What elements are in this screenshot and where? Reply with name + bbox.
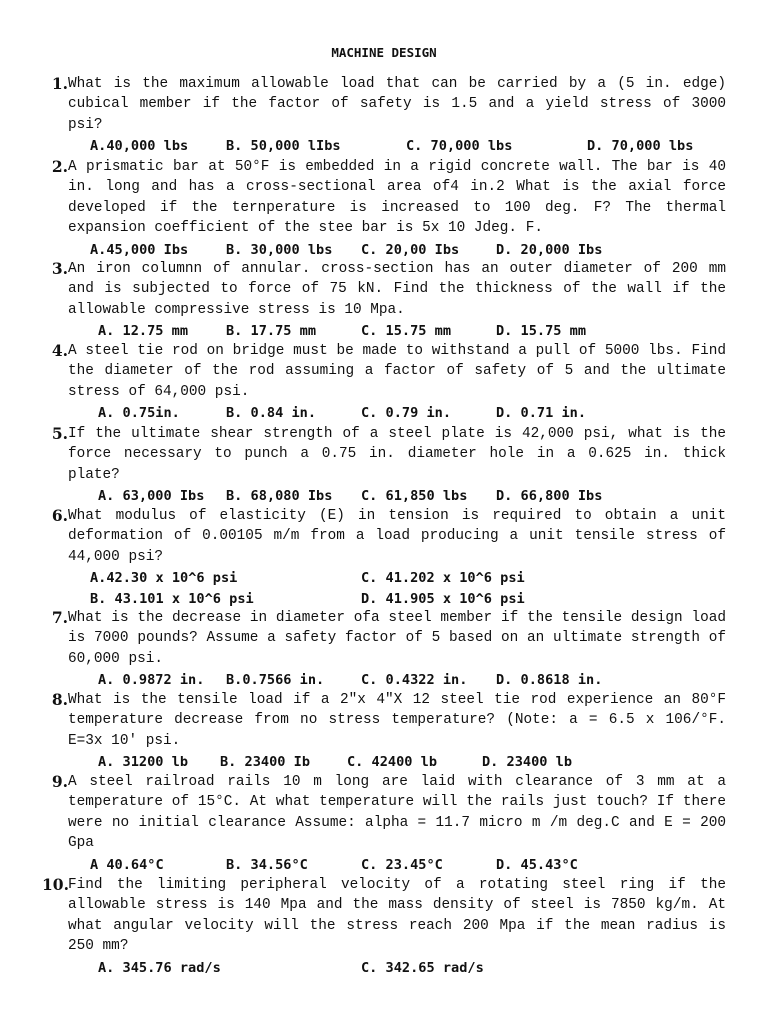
question-5 bbox=[42, 424, 726, 506]
question-number: 1. bbox=[51, 74, 68, 93]
choice-a: A. 0.75in. bbox=[98, 405, 180, 422]
question-text: An iron columnn of annular. cross-section has an outer diameter of 200 mm and is subjected to force of 75 kN. Find the thickness of the wall if the allowable compressive stress is 10 Mpa. bbox=[68, 261, 726, 318]
choice-c: C. 0.79 in. bbox=[361, 405, 452, 422]
question-1 bbox=[42, 74, 726, 156]
question-number: 8. bbox=[51, 690, 68, 709]
question-text: What modulus of elasticity (E) in tension is required to obtain a unit deformation of 0.00105 m/m from a load producing a unit tensile stress of 44,000 psi? bbox=[68, 508, 726, 565]
choice-b: B. 0.84 in. bbox=[226, 405, 317, 422]
question-text: Find the limiting peripheral velocity of a rotating steel ring if the allowable stress is 140 Mpa and the mass density of steel is 7850 kg/m. At what angular velocity will the stress reach 200 Mpa if the mean radius is 250 mm? bbox=[68, 877, 726, 955]
choice-d: D. 70,000 lbs bbox=[587, 138, 694, 155]
choice-c: C. 42400 lb bbox=[347, 754, 438, 771]
question-text: If the ultimate shear strength of a steel plate is 42,000 psi, what is the force necessary to punch a 0.75 in. diameter hole in a 0.625 in. thick plate? bbox=[68, 426, 726, 483]
choice-b: B. 50,000 lIbs bbox=[226, 138, 341, 155]
choice-b: B. 17.75 mm bbox=[226, 323, 317, 340]
answer-choices bbox=[42, 321, 726, 341]
choice-d: D. 0.71 in. bbox=[496, 405, 587, 422]
choice-d: D. 15.75 mm bbox=[496, 323, 587, 340]
question-number: 5. bbox=[51, 424, 68, 443]
answer-choices bbox=[42, 403, 726, 423]
answer-choices bbox=[42, 958, 726, 978]
choice-d: D. 45.43°C bbox=[496, 856, 578, 873]
choice-a: A. 63,000 Ibs bbox=[98, 488, 205, 505]
question-number: 10. bbox=[42, 875, 69, 894]
question-4 bbox=[42, 341, 726, 423]
choice-c: C. 70,000 lbs bbox=[406, 138, 513, 155]
question-text: A prismatic bar at 50°F is embedded in a rigid concrete wall. The bar is 40 in. long and has a cross-sectional area of4 in.2 What is the axial force developed if the ternperature is increased to 100 deg. F? The thermal expansion coefficient of the stee bar is 5x 10 Jdeg. F. bbox=[68, 159, 726, 237]
question-3 bbox=[42, 259, 726, 341]
choice-b: B. 30,000 lbs bbox=[226, 241, 333, 258]
choice-c: C. 61,850 lbs bbox=[361, 488, 468, 505]
answer-choices bbox=[42, 486, 726, 506]
choice-a: A. 12.75 mm bbox=[98, 323, 189, 340]
choice-a: A.42.30 x 10^6 psi bbox=[90, 570, 238, 587]
choice-b: B. 23400 Ib bbox=[220, 754, 311, 771]
question-6 bbox=[42, 506, 726, 609]
question-text: What is the maximum allowable load that can be carried by a (5 in. edge) cubical member if the factor of safety is 1.5 and a yield stress of 3000 psi? bbox=[68, 76, 726, 133]
question-text: A steel tie rod on bridge must be made to withstand a pull of 5000 lbs. Find the diameter of the rod assuming a factor of safety of 5 and the ultimate stress of 64,000 psi. bbox=[68, 343, 726, 400]
choice-a: A. 345.76 rad/s bbox=[98, 959, 221, 976]
question-8 bbox=[42, 690, 726, 772]
choice-c: C. 15.75 mm bbox=[361, 323, 452, 340]
answer-choices bbox=[42, 855, 726, 875]
choice-a: A.40,000 lbs bbox=[90, 138, 189, 155]
choice-c: C. 20,00 Ibs bbox=[361, 241, 460, 258]
question-9 bbox=[42, 772, 726, 875]
answer-choices bbox=[42, 589, 726, 609]
choice-d: D. 41.905 x 10^6 psi bbox=[361, 591, 525, 608]
choice-d: D. 20,000 Ibs bbox=[496, 241, 603, 258]
choice-a: A.45,000 Ibs bbox=[90, 241, 189, 258]
choice-d: D. 66,800 Ibs bbox=[496, 488, 603, 505]
question-number: 2. bbox=[51, 157, 68, 176]
choice-a: A 40.64°C bbox=[90, 856, 164, 873]
question-number: 7. bbox=[51, 608, 68, 627]
question-number: 9. bbox=[51, 772, 68, 791]
choice-c: C. 23.45°C bbox=[361, 856, 443, 873]
choice-b: B. 34.56°C bbox=[226, 856, 308, 873]
answer-choices bbox=[42, 136, 726, 156]
choice-a: A. 0.9872 in. bbox=[98, 672, 205, 689]
question-number: 6. bbox=[51, 506, 68, 525]
document-title: MACHINE DESIGN bbox=[331, 45, 437, 60]
question-7 bbox=[42, 608, 726, 690]
answer-choices bbox=[42, 752, 726, 772]
choice-b: B.0.7566 in. bbox=[226, 672, 325, 689]
question-text: What is the tensile load if a 2"x 4"X 12 steel tie rod experience an 80°F temperature decrease from no stress temperature? (Note: a = 6.5 x 106/°F. E=3x 10' psi. bbox=[68, 692, 726, 749]
question-text: What is the decrease in diameter ofa steel member if the tensile design load is 7000 pounds? Assume a safety factor of 5 based on an ultimate strength of 60,000 psi. bbox=[68, 610, 726, 667]
answer-choices bbox=[42, 240, 726, 260]
choice-c: C. 0.4322 in. bbox=[361, 672, 468, 689]
question-2 bbox=[42, 157, 726, 260]
choice-a: A. 31200 lb bbox=[98, 754, 189, 771]
question-10 bbox=[42, 875, 726, 978]
choice-d: D. 23400 lb bbox=[482, 754, 573, 771]
choice-d: D. 0.8618 in. bbox=[496, 672, 603, 689]
answer-choices bbox=[42, 670, 726, 690]
choice-c: C. 342.65 rad/s bbox=[361, 959, 484, 976]
choice-b: B. 68,080 Ibs bbox=[226, 488, 333, 505]
answer-choices bbox=[42, 568, 726, 588]
question-text: A steel railroad rails 10 m long are laid with clearance of 3 mm at a temperature of 15°C. At what temperature will the rails just touch? If there were no initial clearance Assume: alpha = 11.7 micro m /m deg.C and E = 200 Gpa bbox=[68, 774, 726, 852]
choice-b: B. 43.101 x 10^6 psi bbox=[90, 591, 254, 608]
question-number: 4. bbox=[51, 341, 68, 360]
choice-c: C. 41.202 x 10^6 psi bbox=[361, 570, 525, 587]
question-number: 3. bbox=[51, 259, 68, 278]
